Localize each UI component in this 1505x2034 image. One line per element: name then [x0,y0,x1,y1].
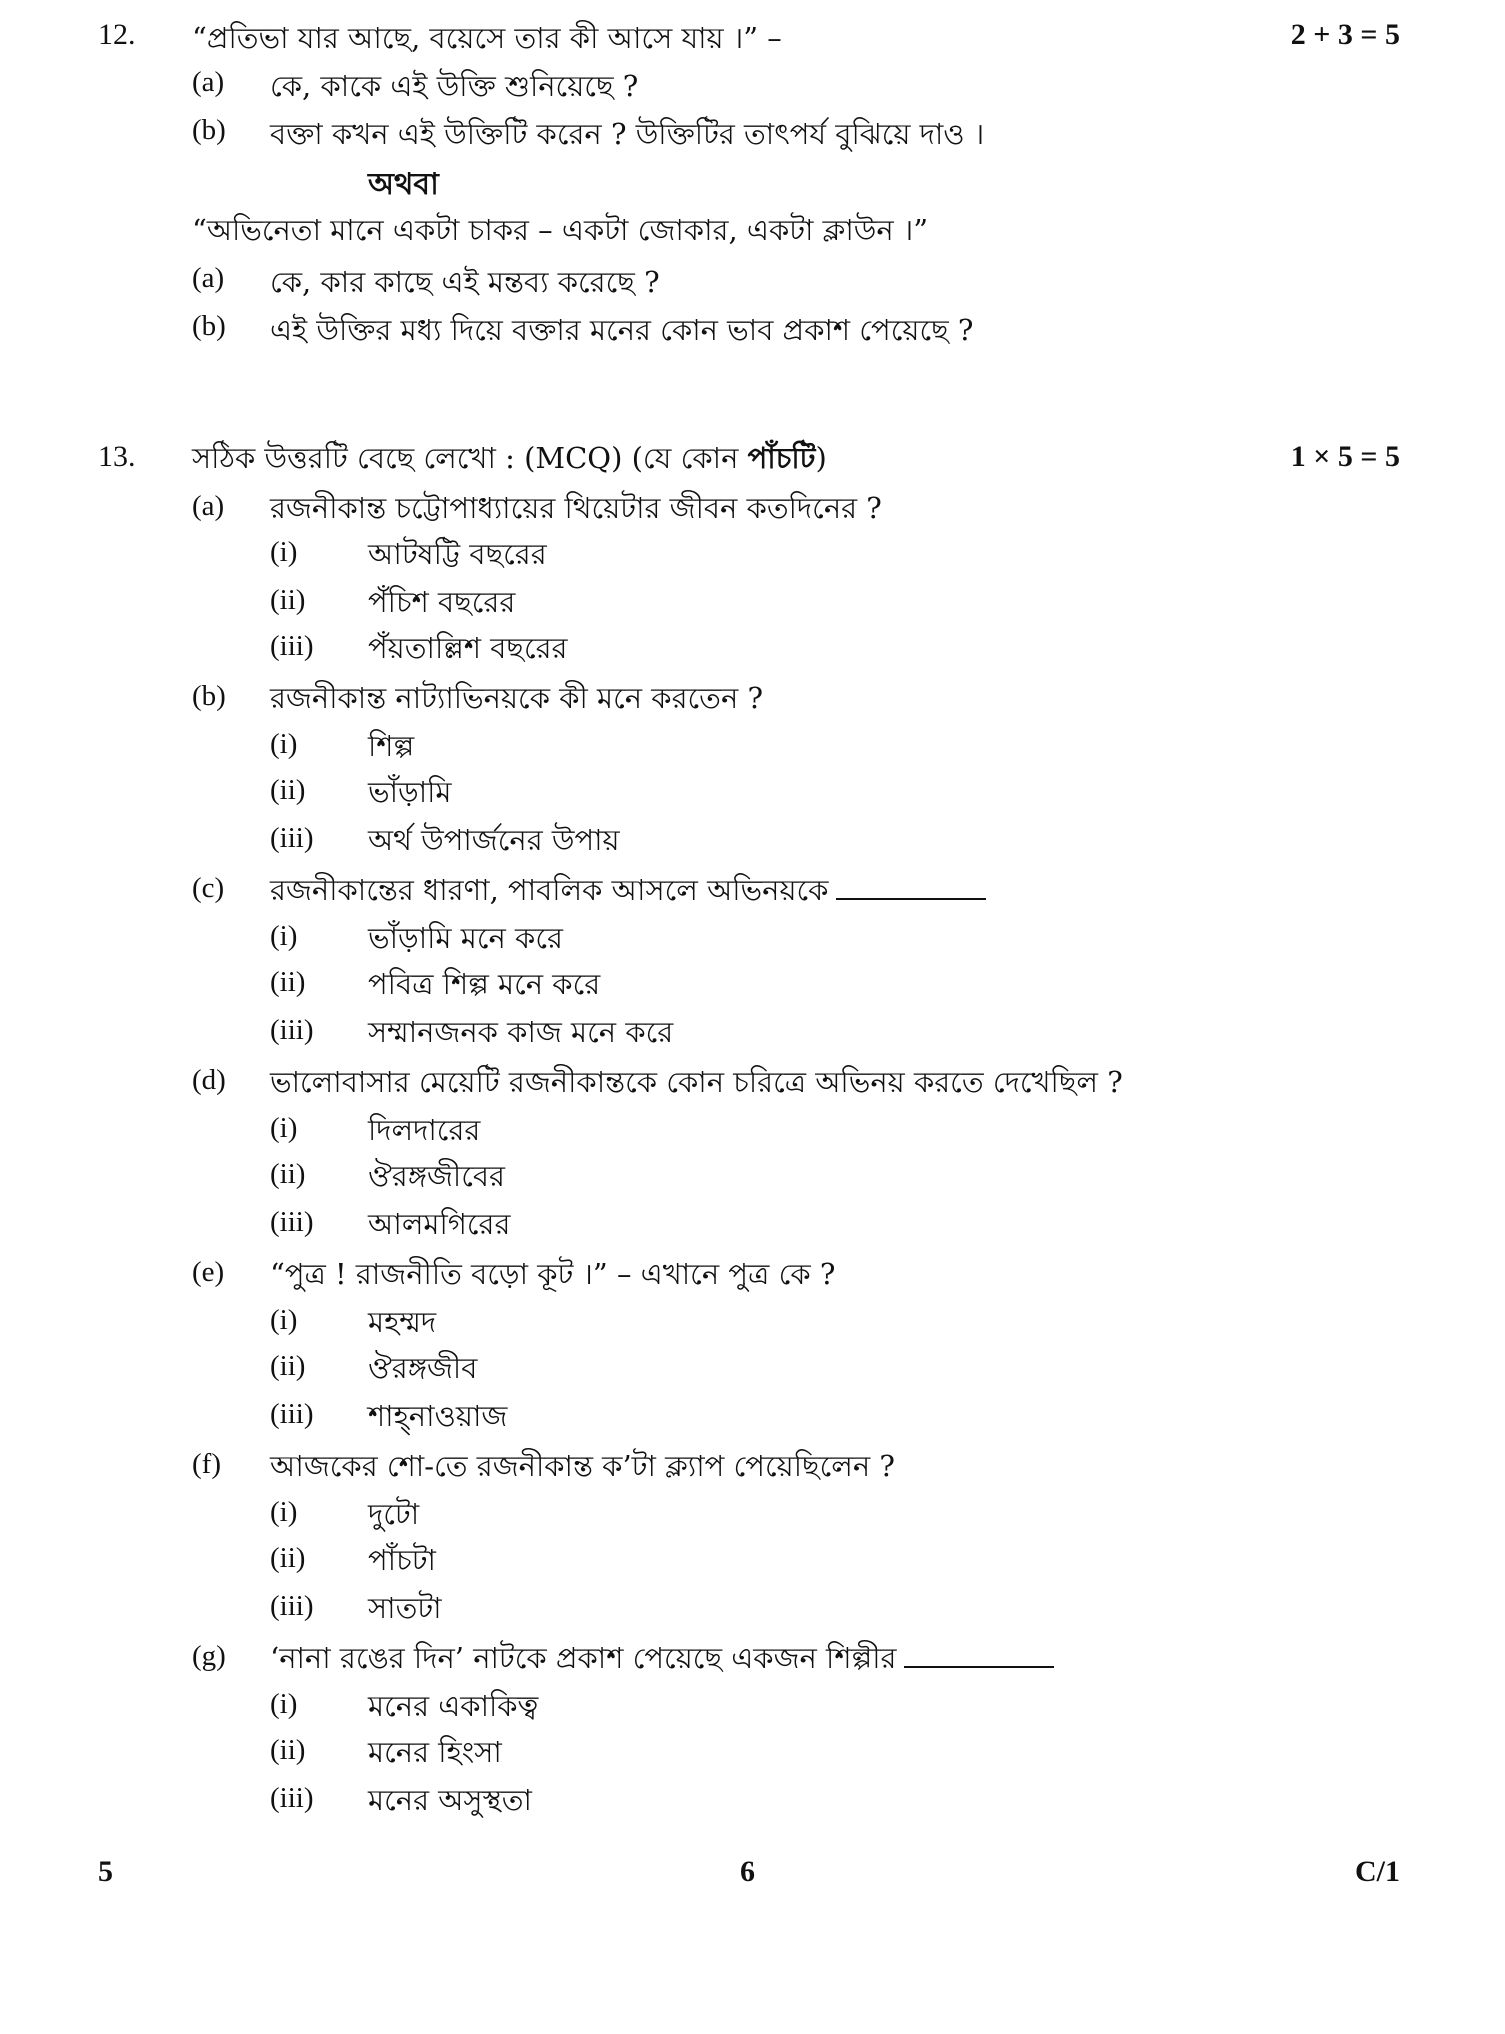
option-text: দিলদারের [368,1113,481,1147]
option-label: (i) [270,536,298,568]
sub-question: আজকের শো-তে রজনীকান্ত ক’টা ক্ল্যাপ পেয়েছিলেন ? [270,1449,895,1483]
option-label: (iii) [270,1590,314,1622]
option-text: আলমগিরের [368,1207,511,1241]
option-label: (iii) [270,1206,314,1238]
sub-question: ভালোবাসার মেয়েটি রজনীকান্তকে কোন চরিত্রে অভিনয় করতে দেখেছিল ? [270,1065,1123,1099]
sub-question: কে, কাকে এই উক্তি শুনিয়েছে ? [270,69,639,103]
instruction: সঠিক উত্তরটি বেছে লেখো : (MCQ) (যে কোন পাঁচটি) [192,441,827,475]
option-label: (iii) [270,822,314,854]
option-label: (ii) [270,584,306,616]
option-label: (ii) [270,1158,306,1190]
option-text: ঔরঙ্গজীবের [368,1159,505,1193]
footer-left: 5 [98,1855,113,1888]
sub-label: (f) [192,1448,221,1480]
option-text: পাঁচটা [368,1543,436,1577]
option-label: (ii) [270,1350,306,1382]
option-label: (iii) [270,1398,314,1430]
option-label: (i) [270,1304,298,1336]
option-label: (ii) [270,1542,306,1574]
sub-label: (b) [192,114,226,146]
option-text: পঁচিশ বছরের [368,585,516,619]
footer-code: C/1 [1355,1855,1400,1888]
sub-question: কে, কার কাছে এই মন্তব্য করেছে ? [270,265,660,299]
option-label: (i) [270,728,298,760]
option-label: (iii) [270,630,314,662]
sub-question: রজনীকান্ত চট্টোপাধ্যায়ের থিয়েটার জীবন কতদিনের ? [270,491,882,525]
marks: 2 + 3 = 5 [1290,18,1400,51]
option-text: দুটো [368,1497,420,1531]
option-label: (ii) [270,1734,306,1766]
sub-question: “পুত্র ! রাজনীতি বড়ো কূট ।” – এখানে পুত্র কে ? [270,1257,836,1291]
option-label: (iii) [270,1782,314,1814]
option-label: (iii) [270,1014,314,1046]
sub-question: বক্তা কখন এই উক্তিটি করেন ? উক্তিটির তাৎপর্য বুঝিয়ে দাও । [270,117,985,151]
sub-label: (d) [192,1064,226,1096]
option-label: (ii) [270,966,306,998]
option-text: সাতটা [368,1591,442,1625]
option-text: ভাঁড়ামি মনে করে [368,921,563,955]
option-text: সম্মানজনক কাজ মনে করে [368,1015,674,1049]
option-text: মনের হিংসা [368,1735,502,1769]
sub-label: (c) [192,872,225,904]
quote-1: “প্রতিভা যার আছে, বয়েসে তার কী আসে যায় ।” – [192,21,782,55]
quote-2: “অভিনেতা মানে একটা চাকর – একটা জোকার, একটা ক্লাউন ।” [192,213,929,247]
sub-label: (b) [192,310,226,342]
sub-label: (g) [192,1640,226,1672]
option-label: (i) [270,920,298,952]
option-text: শিল্প [368,729,415,763]
option-label: (ii) [270,774,306,806]
option-label: (i) [270,1496,298,1528]
sub-question: রজনীকান্ত নাট্যাভিনয়কে কী মনে করতেন ? [270,681,764,715]
option-text: পঁয়তাল্লিশ বছরের [368,631,568,665]
sub-question: এই উক্তির মধ্য দিয়ে বক্তার মনের কোন ভাব প্রকাশ পেয়েছে ? [270,313,974,347]
question-number: 13. [98,440,136,473]
answer-blank [904,1642,1054,1668]
marks: 1 × 5 = 5 [1290,440,1400,473]
option-text: অর্থ উপার্জনের উপায় [368,823,620,857]
page-number: 6 [740,1855,755,1888]
answer-blank [836,874,986,900]
option-text: শাহ্‌নাওয়াজ [368,1399,508,1433]
option-text: পবিত্র শিল্প মনে করে [368,967,601,1001]
question-number: 12. [98,18,136,51]
sub-label: (a) [192,262,225,294]
sub-question: রজনীকান্তের ধারণা, পাবলিক আসলে অভিনয়কে [270,868,986,917]
option-label: (i) [270,1112,298,1144]
option-text: মনের একাকিত্ব [368,1689,539,1723]
option-text: ভাঁড়ামি [368,775,452,809]
option-text: ঔরঙ্গজীব [368,1351,478,1385]
option-text: মহম্মদ [368,1305,437,1339]
sub-label: (b) [192,680,226,712]
sub-label: (a) [192,490,225,522]
sub-label: (a) [192,66,225,98]
option-text: আটষট্টি বছরের [368,537,547,571]
sub-question: ‘নানা রঙের দিন’ নাটকে প্রকাশ পেয়েছে একজন শিল্পীর [270,1636,1054,1685]
sub-label: (e) [192,1256,225,1288]
option-label: (i) [270,1688,298,1720]
option-text: মনের অসুস্থতা [368,1783,532,1817]
or-separator: অথবা [368,167,439,202]
